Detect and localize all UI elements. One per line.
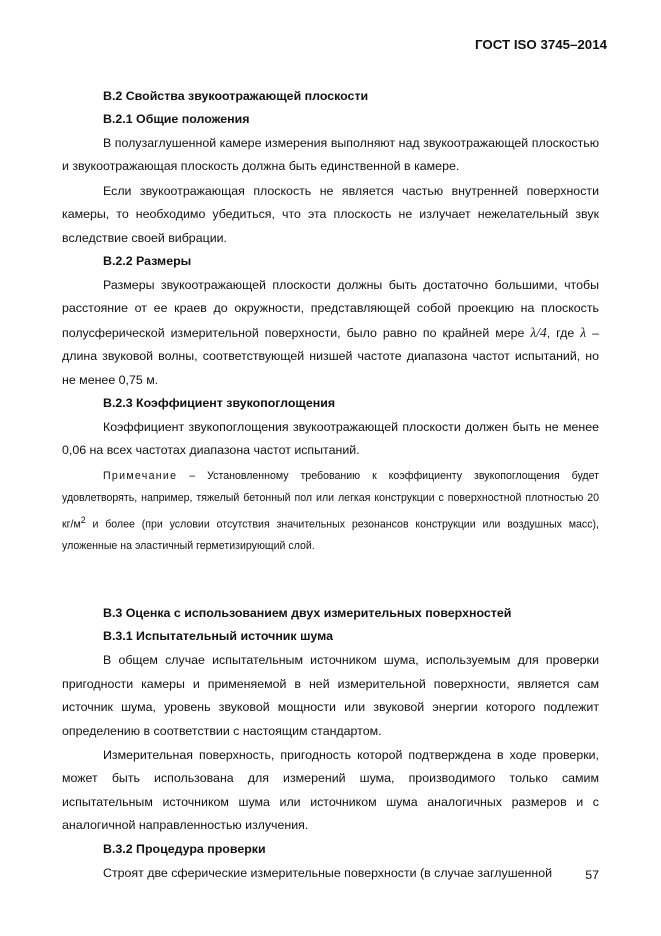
formula-lambda-quarter: λ/4 — [530, 324, 547, 340]
subsection-heading-b22: B.2.2 Размеры — [103, 254, 192, 269]
subsection-heading-b21: B.2.1 Общие положения — [103, 112, 250, 126]
subsection-heading-b23: B.2.3 Коэффициент звукопоглощения — [103, 396, 336, 411]
paragraph: Если звукоотражающая плоскость не является частью внутренней поверхности камеры, то необходимо убедиться, что эта плоскость не излучает нежелательный звук вследствие своей вибрации. — [62, 183, 599, 245]
paragraph: В общем случае испытательным источником шума, используемым для проверки пригодности камеры и применяемой в ней измерительной поверхности, является сам источник шума, уровень звуковой мощности или звуковой энергии которого подлежит определению в соответствии с настоящим стандартом. — [62, 653, 599, 738]
paragraph: Измерительная поверхность, пригодность которой подтверждена в ходе проверки, может быть использована для измерений шума, производимого только самим испытательным источником шума или источником шума аналогичных размеров и с аналогичной направленностью излучения. — [62, 748, 599, 833]
text-run: , где — [546, 325, 575, 340]
subsection-heading-b32: B.3.2 Процедура проверки — [103, 841, 266, 856]
text-run: Размеры звукоотражающей плоскости должны быть достаточно большими, чтобы расстояние от ее краев до окружности, представляющей собой проекцию на плоскость полусферической измерительной поверхности, было равно по крайней мере — [62, 278, 599, 340]
paragraph: В полузаглушенной камере измерения выполняют над звукоотражающей плоскостью и звукоотражающая плоскость должна быть единственной в камере. — [62, 136, 599, 174]
superscript: 2 — [80, 514, 86, 525]
section-heading-b3: B.3 Оценка с использованием двух измерительных поверхностей — [103, 606, 512, 621]
paragraph: Строят две сферические измерительные поверхности (в случае заглушенной — [103, 865, 553, 880]
subsection-heading-b31: B.3.1 Испытательный источник шума — [103, 629, 334, 644]
note — [62, 465, 599, 558]
document-id: ГОСТ ISO 3745–2014 — [475, 37, 607, 52]
paragraph-dimensions — [62, 274, 599, 392]
formula-lambda: λ — [580, 324, 587, 340]
note-label: Примечание — [103, 469, 178, 482]
spacer — [62, 557, 599, 603]
page-number: 57 — [585, 868, 599, 882]
text-run: – длина звуковой волны, соответствующей низшей частоте диапазона частот испытаний, но не менее 0,75 м. — [62, 325, 600, 387]
page-content — [62, 86, 599, 886]
text-run: – Установленному требованию к коэффициенту звукопоглощения будет удовлетворять, например, тяжелый бетонный пол или легкая конструкции с поверхностной плотностью 20 кг/м — [62, 469, 599, 531]
section-heading-b2: B.2 Свойства звукоотражающей плоскости — [103, 89, 369, 103]
text-run: и более (при условии отсутствия значительных резонансов конструкции или воздушных масс), уложенные на эластичный герметизирующий слой. — [62, 518, 599, 553]
paragraph: Коэффициент звукопоглощения звукоотражающей плоскости должен быть не менее 0,06 на всех частотах диапазона частот испытаний. — [62, 420, 599, 458]
